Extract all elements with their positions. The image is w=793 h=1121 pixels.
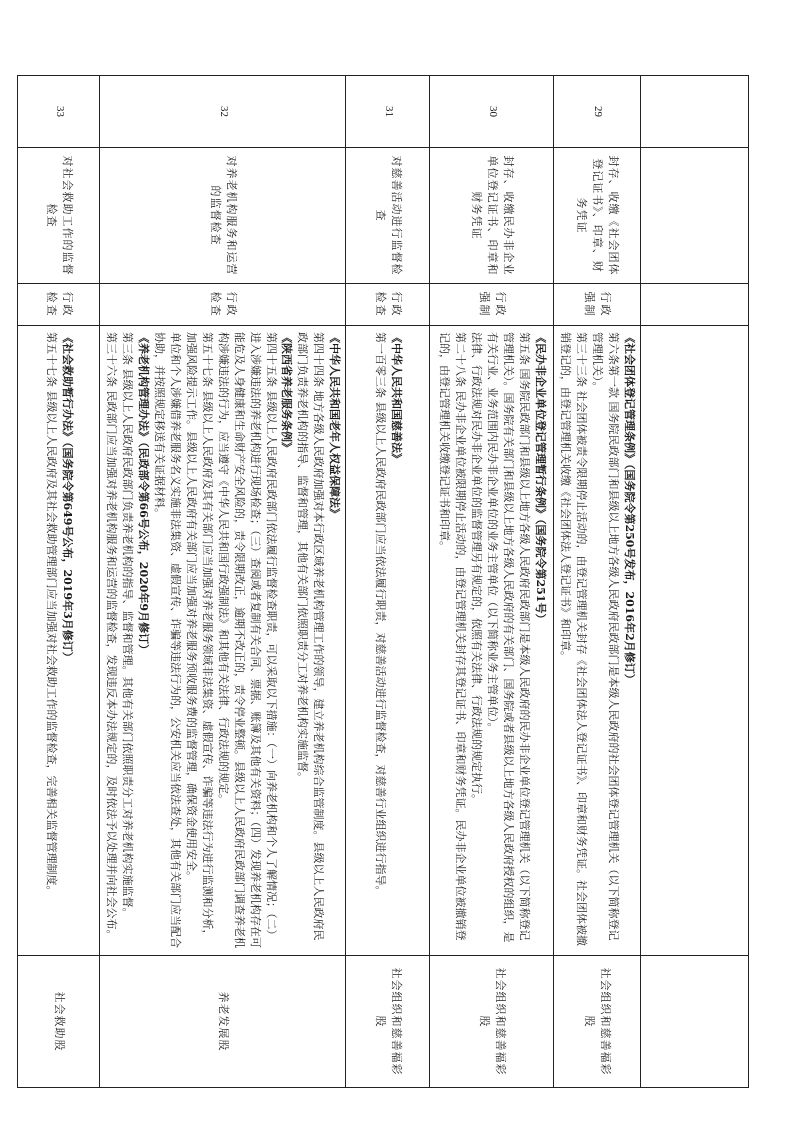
table-row <box>430 76 554 1088</box>
law-title: 《陕西省养老服务条例》 <box>280 332 294 453</box>
row-type: 行政强制 <box>430 284 554 326</box>
row-item: 对社会救助工作的监督检查 <box>18 148 100 284</box>
law-article: 第二十八条 民办非企业单位被限期停止活动的，由登记管理机关封存其登记证书、印章和财务凭证。民办非企业单位被撤销登记的，由登记管理机关收缴登记证书和印章。 <box>437 332 467 941</box>
table-body <box>18 76 749 1088</box>
law-article: 第五十七条 县级以上人民政府及其有关部门应当加强对养老服务领域非法集资、虚假宣传、诈骗等违法行为进行监测和分析，加强风险提示工作。县级以上人民政府有关部门应当加强对养老服务预收服务费的监督管理，确保资金使用安全。 <box>184 332 214 941</box>
law-article: 第三十六条 民政部门应当加强对养老机构服务和运营的监督检查，发现违反本办法规定的，及时依法予以处理并向社会公布。 <box>105 332 119 941</box>
table-row <box>100 76 346 1088</box>
row-dept: 社会救助股 <box>18 956 100 1088</box>
row-number: 33 <box>18 76 100 148</box>
law-article: 第六条第一款 国务院民政部门和县级以上地方各级人民政府民政部门是本级人民政府的社会团体登记管理机关（以下简称登记管理机关）。 <box>591 332 621 941</box>
row-basis <box>554 326 641 956</box>
row-dept: 社会组织和慈善福彩股 <box>430 956 554 1088</box>
law-title: 《社会救助暂行办法》（国务院令第649号公布，2019年3月修订） <box>60 332 74 663</box>
row-item: 封存、收缴《社会团体登记证书》、印章、财务凭证 <box>554 148 641 284</box>
row-item: 对慈善活动进行监督检查 <box>346 148 430 284</box>
law-article: 第五条 国务院民政部门和县级以上地方各级人民政府民政部门是本级人民政府的民办非企业单位登记管理机关（以下简称登记管理机关）。国务院有关部门和县级以上地方各级人民政府的有关部门、国务院或者县级以上地方各级人民政府授权的组织，是有关行业、业务范围内民办非企业单位的业务主管单位（以下简称业务主管单位）。 <box>485 332 531 943</box>
row-item: 对养老机构服务和运营的监督检查 <box>100 148 346 284</box>
row-dept: 养老发展股 <box>100 956 346 1088</box>
table-row <box>346 76 430 1088</box>
law-article: 法律、行政法规对民办非企业单位的监督管理另有规定的，依照有关法律、行政法规的规定执行。 <box>469 332 483 805</box>
row-type: 行政检查 <box>346 284 430 326</box>
row-dept: 社会组织和慈善福彩股 <box>554 956 641 1088</box>
row-type: 行政检查 <box>100 284 346 326</box>
row-number: 29 <box>554 76 641 148</box>
law-article: 第五十七条 县级以上人民政府及其社会救助管理部门应当加强对社会救助工作的监督检查，完善相关监督管理制度。 <box>44 332 58 897</box>
row-basis <box>100 326 346 956</box>
row-basis <box>430 326 554 956</box>
law-title: 《民办非企业单位登记管理暂行条例》（国务院令第251号） <box>533 332 547 625</box>
law-article: 第四十五条 县级以上人民政府民政部门依法履行监督检查职责，可以采取以下措施：（一）向养老机构和个人了解情况；（二）进入涉嫌违法的养老机构进行现场检查；（三）查阅或者复制有关合同、票据、账簿及其他有关资料；（四）发现养老机构存在可能危及人身健康和生命财产安全风险的，责令限期改正，逾期不改正的，责令停业整顿。县级以上人民政府民政部门调查养老机构涉嫌违法的行为，应当遵守《中华人民共和国行政强制法》和其他有关法律、行政法规的规定。 <box>216 332 278 948</box>
row-number: 31 <box>346 76 430 148</box>
row-type: 行政检查 <box>18 284 100 326</box>
row-dept: 社会组织和慈善福彩股 <box>346 956 430 1088</box>
law-title: 《养老机构管理办法》（民政部令第66号公布，2020年9月修订） <box>137 332 151 656</box>
row-item: 封存、收缴民办非企业单位登记证书、印章和财务凭证 <box>430 148 554 284</box>
row-basis <box>346 326 430 956</box>
table-row <box>18 76 100 1088</box>
table-row <box>554 76 641 1088</box>
law-article: 第三条 县级以上人民政府民政部门负责养老机构的指导、监督和管理。其他有关部门依照职责分工对养老机构实施监督。 <box>121 332 135 919</box>
row-basis <box>18 326 100 956</box>
rotated-table-frame <box>43 75 749 1087</box>
law-article: 单位和个人涉嫌借养老服务名义实施非法集资、虚假宣传、诈骗等违法行为的，公安机关应当依法查处，其他有关部门应当配合协助，并按照规定移送有关证据材料。 <box>153 332 182 948</box>
row-number: 32 <box>100 76 346 148</box>
table-top-continuation-row <box>641 76 749 1088</box>
law-title: 《中华人民共和国慈善法》 <box>389 332 403 464</box>
law-article: 第一百零三条 县级以上人民政府民政部门应当依法履行职责，对慈善活动进行监督检查，对慈善行业组织进行指导。 <box>373 332 387 897</box>
law-title: 《中华人民共和国老年人权益保障法》 <box>328 332 342 519</box>
law-article: 第四十四条 地方各级人民政府加强对本行政区域养老机构管理工作的领导，建立养老机构综合监管制度。县级以上人民政府民政部门负责养老机构的指导、监督和管理，其他有关部门依照职责分工对养老机构实施监督。 <box>296 332 326 941</box>
row-number: 30 <box>430 76 554 148</box>
law-title: 《社会团体登记管理条例》（国务院令第250号发布，2016年2月修订） <box>623 332 636 685</box>
law-article: 第三十三条 社会团体被责令限期停止活动的，由登记管理机关封存《社会团体法人登记证书》、印章和财务凭证。社会团体被撤销登记的，由登记管理机关收缴《社会团体法人登记证书》和印章。 <box>559 332 589 946</box>
regulation-table <box>17 75 749 1088</box>
row-type: 行政强制 <box>554 284 641 326</box>
